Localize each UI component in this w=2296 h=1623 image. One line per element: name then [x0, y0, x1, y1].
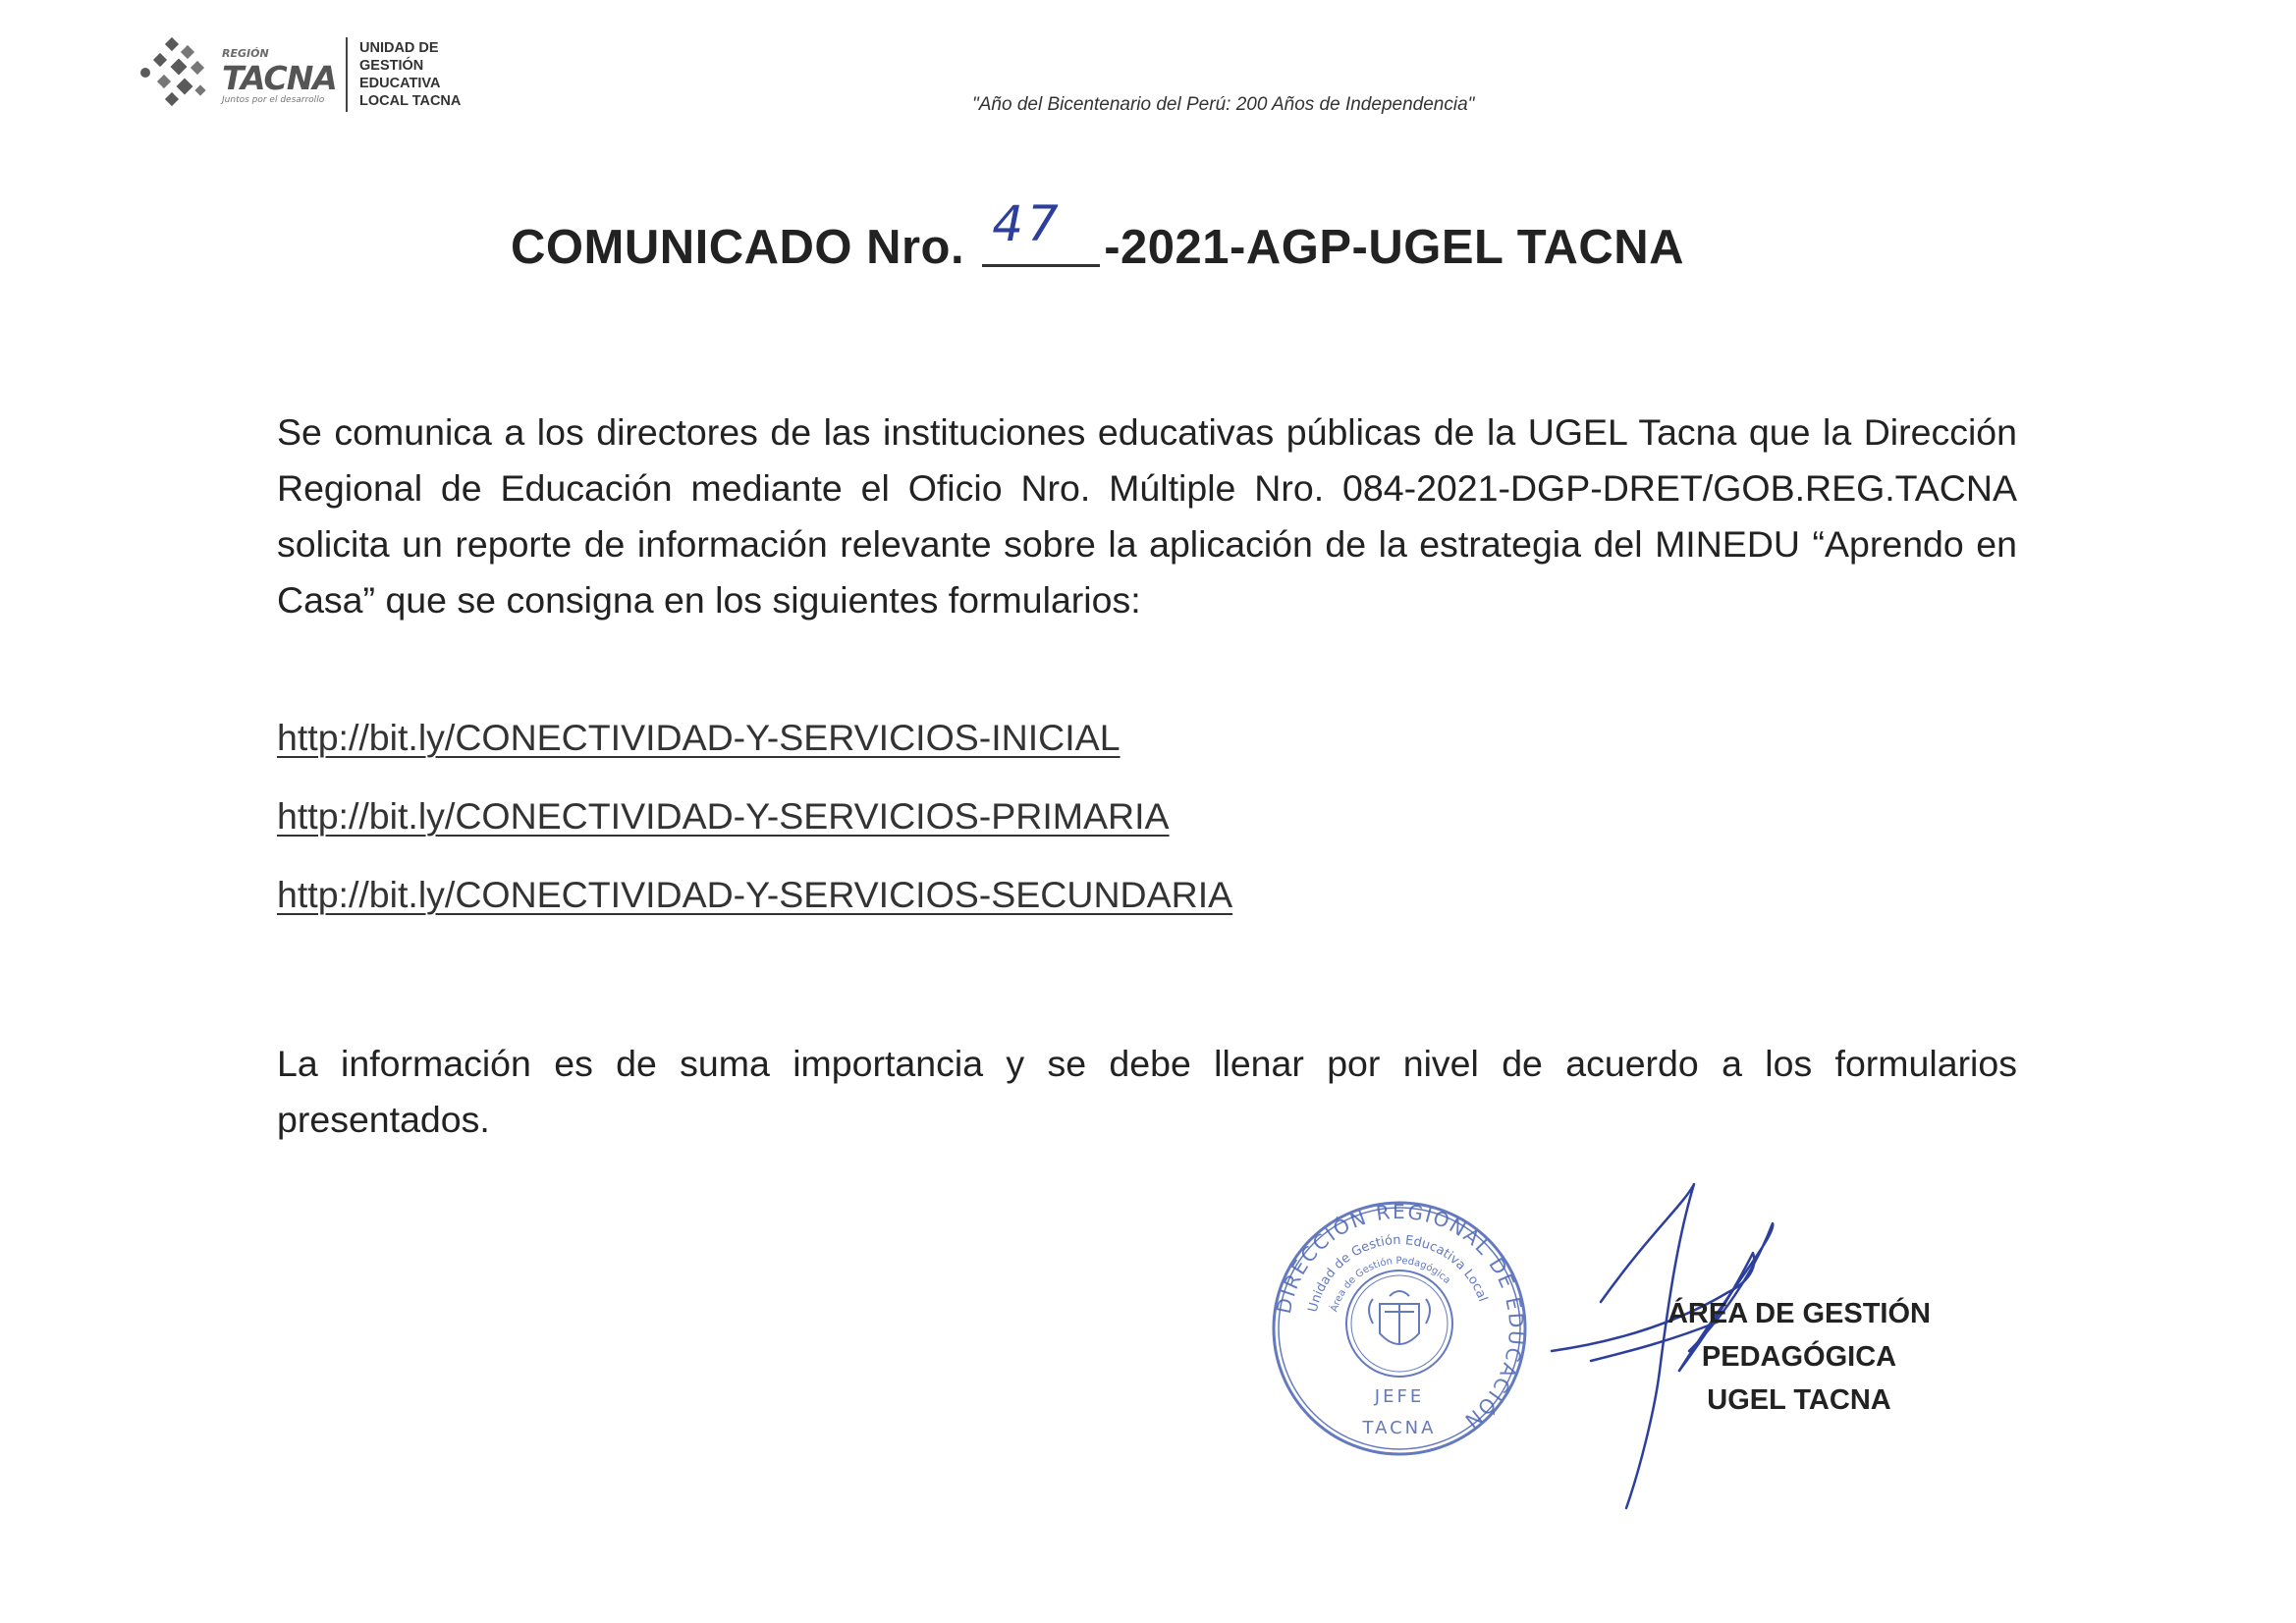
- body-paragraph-closing: La información es de suma importancia y se debe llenar por nivel de acuerdo a los formularios presentados.: [277, 1043, 2017, 1140]
- title-number-handwritten: 47: [992, 195, 1063, 252]
- seal-outer-text: DIRECCIÓN REGIONAL DE EDUCACIÓN: [1271, 1199, 1529, 1434]
- signature-block: [1583, 1292, 2015, 1422]
- logo-unit-name: [359, 39, 461, 110]
- logo-unit-line: UNIDAD DE: [359, 40, 439, 56]
- year-motto: "Año del Bicentenario del Perú: 200 Años de Independencia": [972, 94, 1475, 115]
- seal-inner-text-2: Área de Gestión Pedagógica: [1329, 1255, 1452, 1314]
- seal-role: JEFE: [1374, 1386, 1425, 1407]
- logo-name: TACNA: [222, 59, 337, 97]
- logo-region-label: REGIÓN: [222, 47, 269, 60]
- form-links-list: [277, 717, 1232, 952]
- region-tacna-emblem-icon: [137, 33, 220, 116]
- form-link-secundaria[interactable]: http://bit.ly/CONECTIVIDAD-Y-SERVICIOS-SECUNDARIA: [277, 874, 1233, 915]
- form-link-primaria[interactable]: http://bit.ly/CONECTIVIDAD-Y-SERVICIOS-PRIMARIA: [277, 795, 1170, 837]
- form-link-inicial[interactable]: http://bit.ly/CONECTIVIDAD-Y-SERVICIOS-INICIAL: [277, 717, 1121, 758]
- logo-unit-line: GESTIÓN: [359, 58, 424, 74]
- seal-inner-text: Unidad de Gestión Educativa Local: [1305, 1232, 1491, 1314]
- signature-line-ugel: UGEL TACNA: [1707, 1384, 1891, 1416]
- logo-unit-line: EDUCATIVA: [359, 76, 441, 91]
- title-number-blank: [982, 195, 1100, 267]
- logo-unit-line: LOCAL TACNA: [359, 93, 462, 109]
- title-prefix: COMUNICADO Nro.: [511, 221, 965, 274]
- official-seal-stamp: [1267, 1196, 1532, 1461]
- seal-city: TACNA: [1362, 1418, 1437, 1438]
- ugel-tacna-logo: [137, 33, 471, 116]
- body-paragraph-intro: Se comunica a los directores de las instituciones educativas públicas de la UGEL Tacna que la Dirección Regional de Educación mediante el Oficio Nro. Múltiple Nro. 084-2021-DGP-DRET/GOB.REG.TACNA solicita un reporte de información relevante sobre la aplicación de la estrategia del MINEDU “Aprendo en Casa” que se consigna en los siguientes formularios:: [277, 411, 2017, 621]
- title-suffix: -2021-AGP-UGEL TACNA: [1104, 221, 1685, 274]
- logo-divider: [346, 37, 348, 112]
- document-title: [511, 195, 1685, 275]
- coat-of-arms-icon: [1369, 1291, 1430, 1344]
- logo-tagline: Juntos por el desarrollo: [222, 95, 325, 105]
- signature-line-area: ÁREA DE GESTIÓN PEDAGÓGICA: [1667, 1298, 1931, 1373]
- seal-icon: [1267, 1196, 1532, 1461]
